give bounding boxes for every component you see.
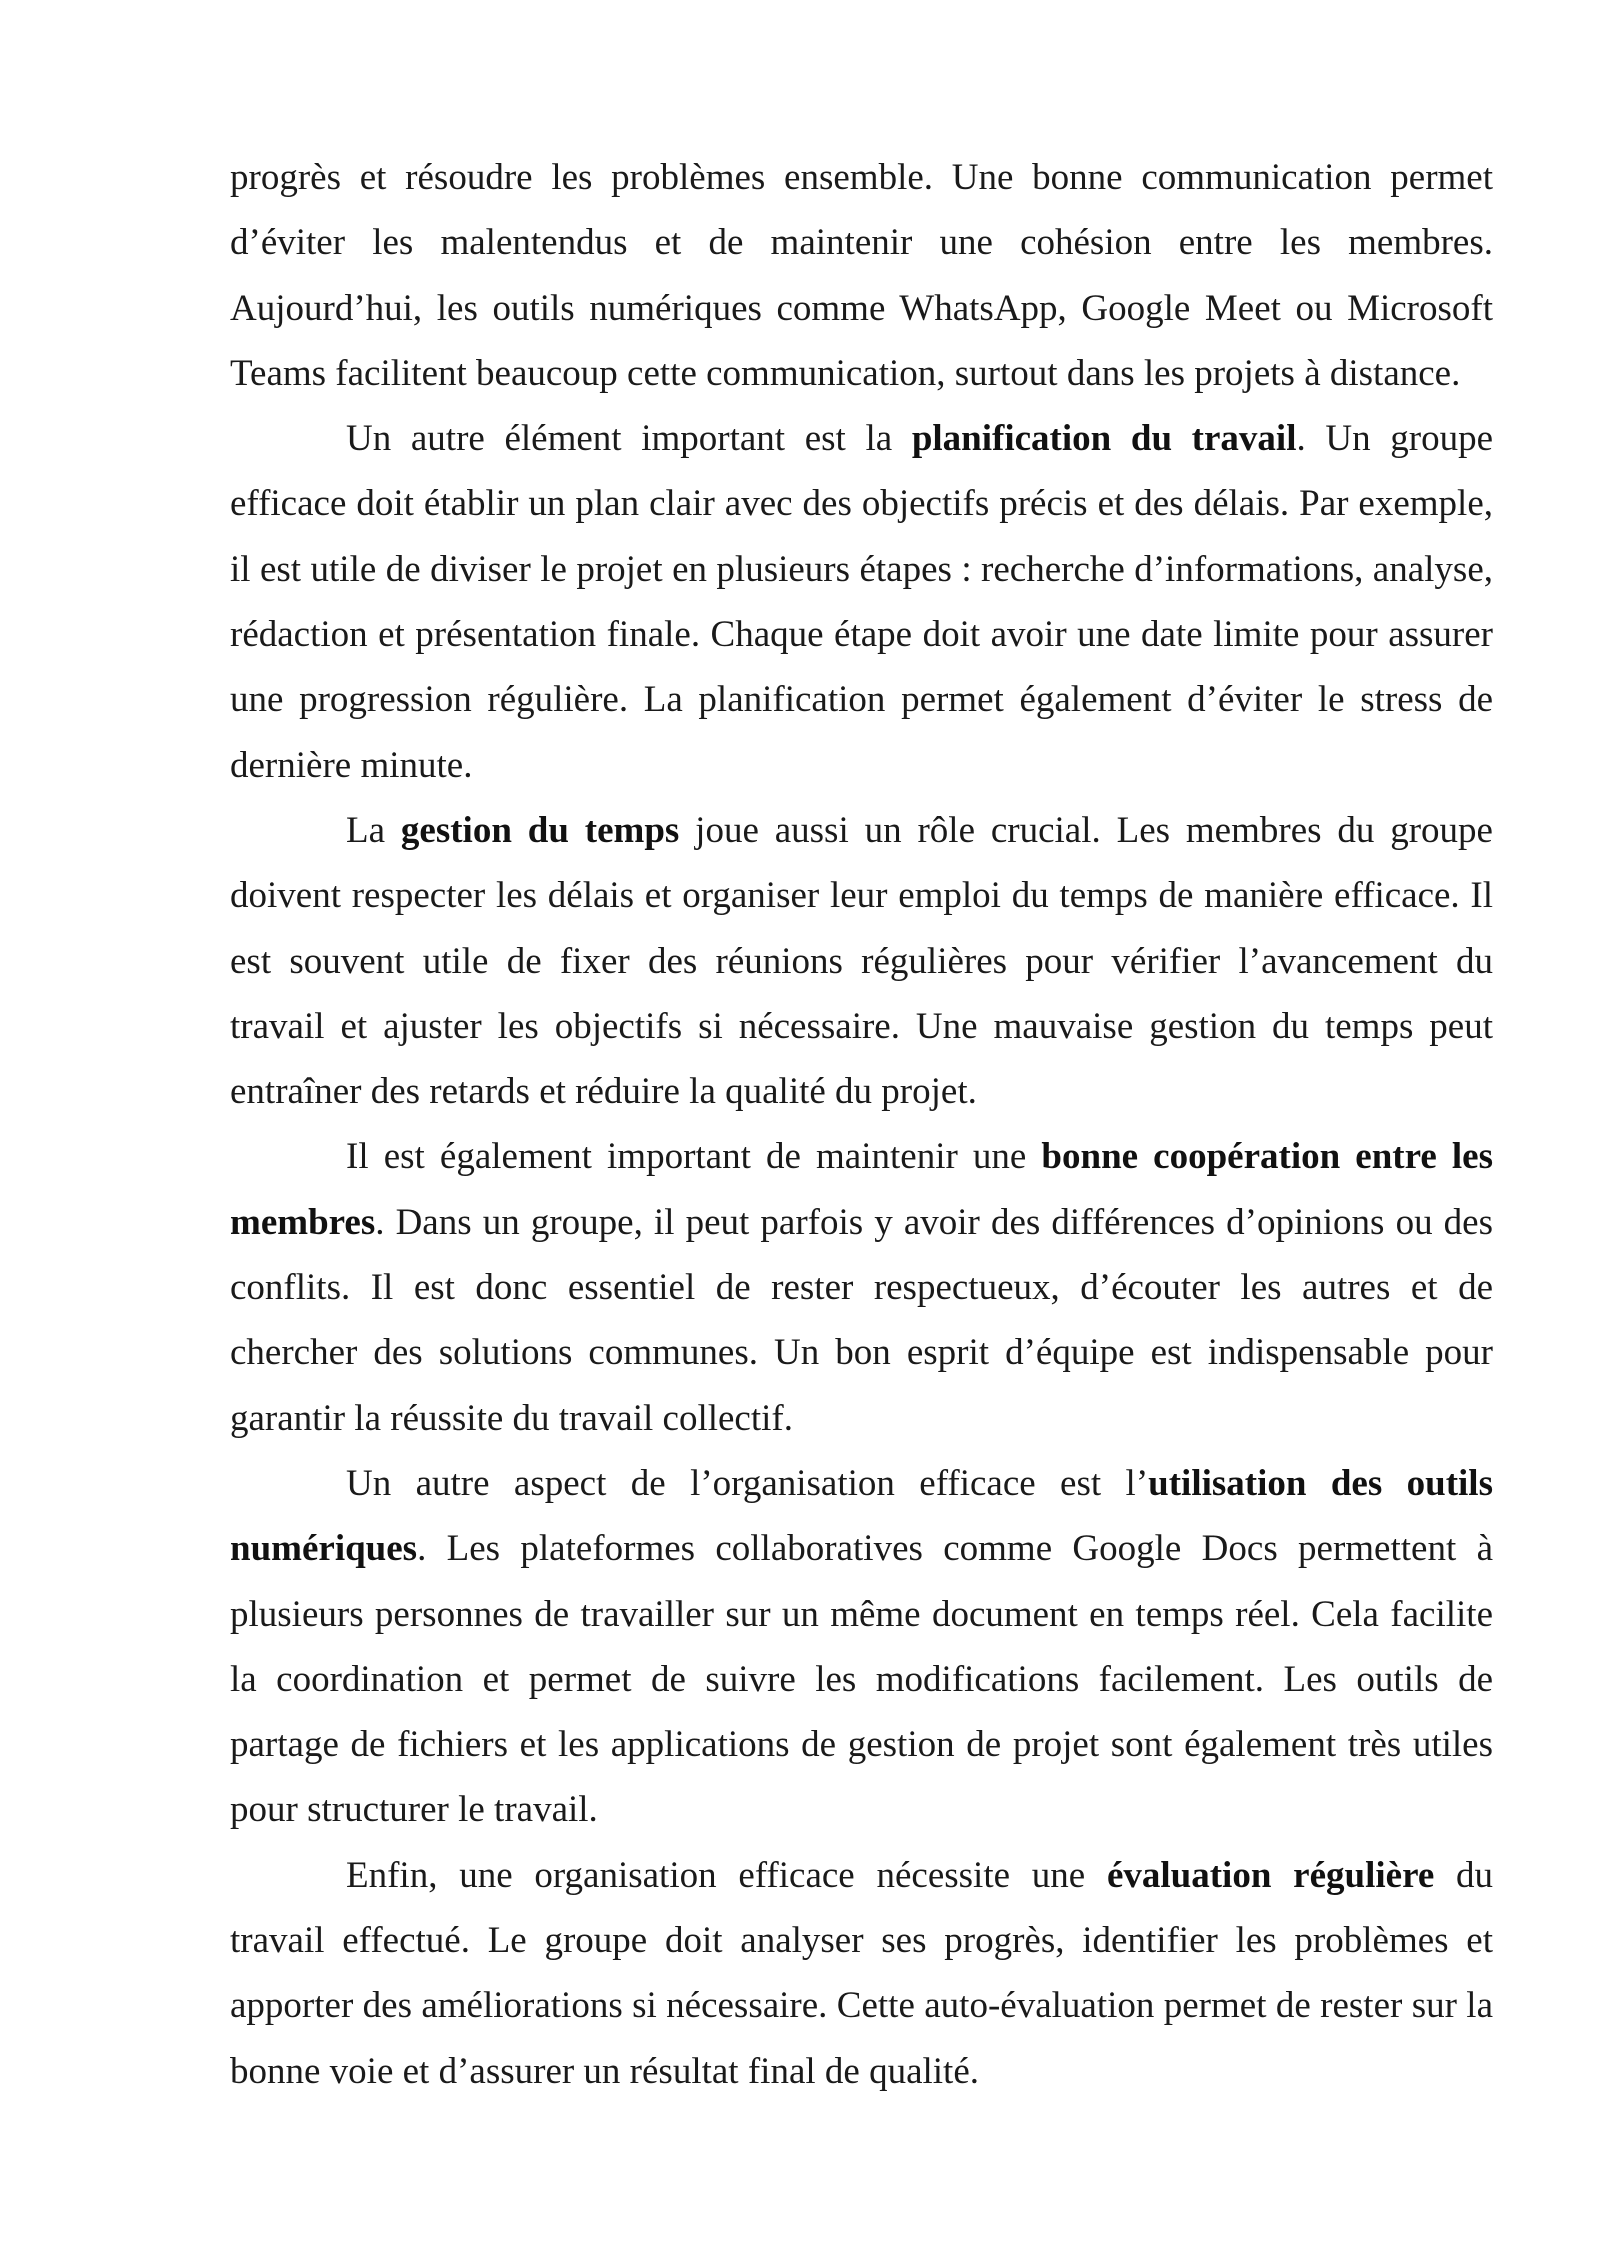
- paragraph-4: [230, 1124, 1493, 1450]
- paragraph-6-bold-term: évaluation régulière: [1106, 1854, 1435, 1896]
- paragraph-2-text-a: Un autre élément important est la: [346, 418, 912, 460]
- paragraph-6: [230, 1843, 1493, 2104]
- paragraph-5-bold-term: utilisation des outils numériques: [230, 1462, 1493, 1570]
- paragraph-3: [230, 798, 1493, 1124]
- paragraph-6-text-b: du travail effectué. Le groupe doit analyser ses progrès, identifier les problèmes et apporter des améliorations si nécessaire. Cette auto-évaluation permet de rester sur la bonne voie et d’assurer un résultat final de qualité.: [230, 1854, 1493, 2092]
- paragraph-4-text-b: . Dans un groupe, il peut parfois y avoir des différences d’opinions ou des conflits. Il est donc essentiel de rester respectueux, d’écouter les autres et de chercher des solutions communes. Un bon esprit d’équipe est indispensable pour garantir la réussite du travail collectif.: [230, 1201, 1493, 1439]
- paragraph-6-text-a: Enfin, une organisation efficace nécessite une: [346, 1854, 1107, 1896]
- paragraph-4-text-a: Il est également important de maintenir une: [346, 1136, 1042, 1178]
- paragraph-4-bold-term: bonne coopération entre les membres: [230, 1136, 1493, 1243]
- paragraph-3-bold-term: gestion du temps: [400, 809, 680, 851]
- paragraph-3-text-b: joue aussi un rôle crucial. Les membres du groupe doivent respecter les délais et organiser leur emploi du temps de manière efficace. Il est souvent utile de fixer des réunions régulières pour vérifier l’avancement du travail et ajuster les objectifs si nécessaire. Une mauvaise gestion du temps peut entraîner des retards et réduire la qualité du projet.: [230, 809, 1493, 1113]
- paragraph-5: [230, 1451, 1493, 1843]
- paragraph-3-text-a: La: [346, 809, 401, 851]
- paragraph-2-text-b: . Un groupe efficace doit établir un plan clair avec des objectifs précis et des délais. Par exemple, il est utile de diviser le projet en plusieurs étapes : recherche d’informations, analyse, rédaction et présentation finale. Chaque étape doit avoir une date limite pour assurer une progression régulière. La planification permet également d’éviter le stress de dernière minute.: [230, 418, 1493, 786]
- paragraph-2-bold-term: planification du travail: [911, 418, 1297, 460]
- paragraph-2: [230, 406, 1493, 798]
- paragraph-1-text: progrès et résoudre les problèmes ensemble. Une bonne communication permet d’éviter les malentendus et de maintenir une cohésion entre les membres. Aujourd’hui, les outils numériques comme WhatsApp, Google Meet ou Microsoft Teams facilitent beaucoup cette communication, surtout dans les projets à distance.: [230, 157, 1493, 394]
- paragraph-5-text-b: . Les plateformes collaboratives comme Google Docs permettent à plusieurs personnes de travailler sur un même document en temps réel. Cela facilite la coordination et permet de suivre les modifications facilement. Les outils de partage de fichiers et les applications de gestion de projet sont également très utiles pour structurer le travail.: [230, 1528, 1493, 1831]
- paragraph-1: [230, 145, 1493, 406]
- paragraph-5-text-a: Un autre aspect de l’organisation efficace est l’: [346, 1462, 1149, 1504]
- document-page: [230, 145, 1493, 2104]
